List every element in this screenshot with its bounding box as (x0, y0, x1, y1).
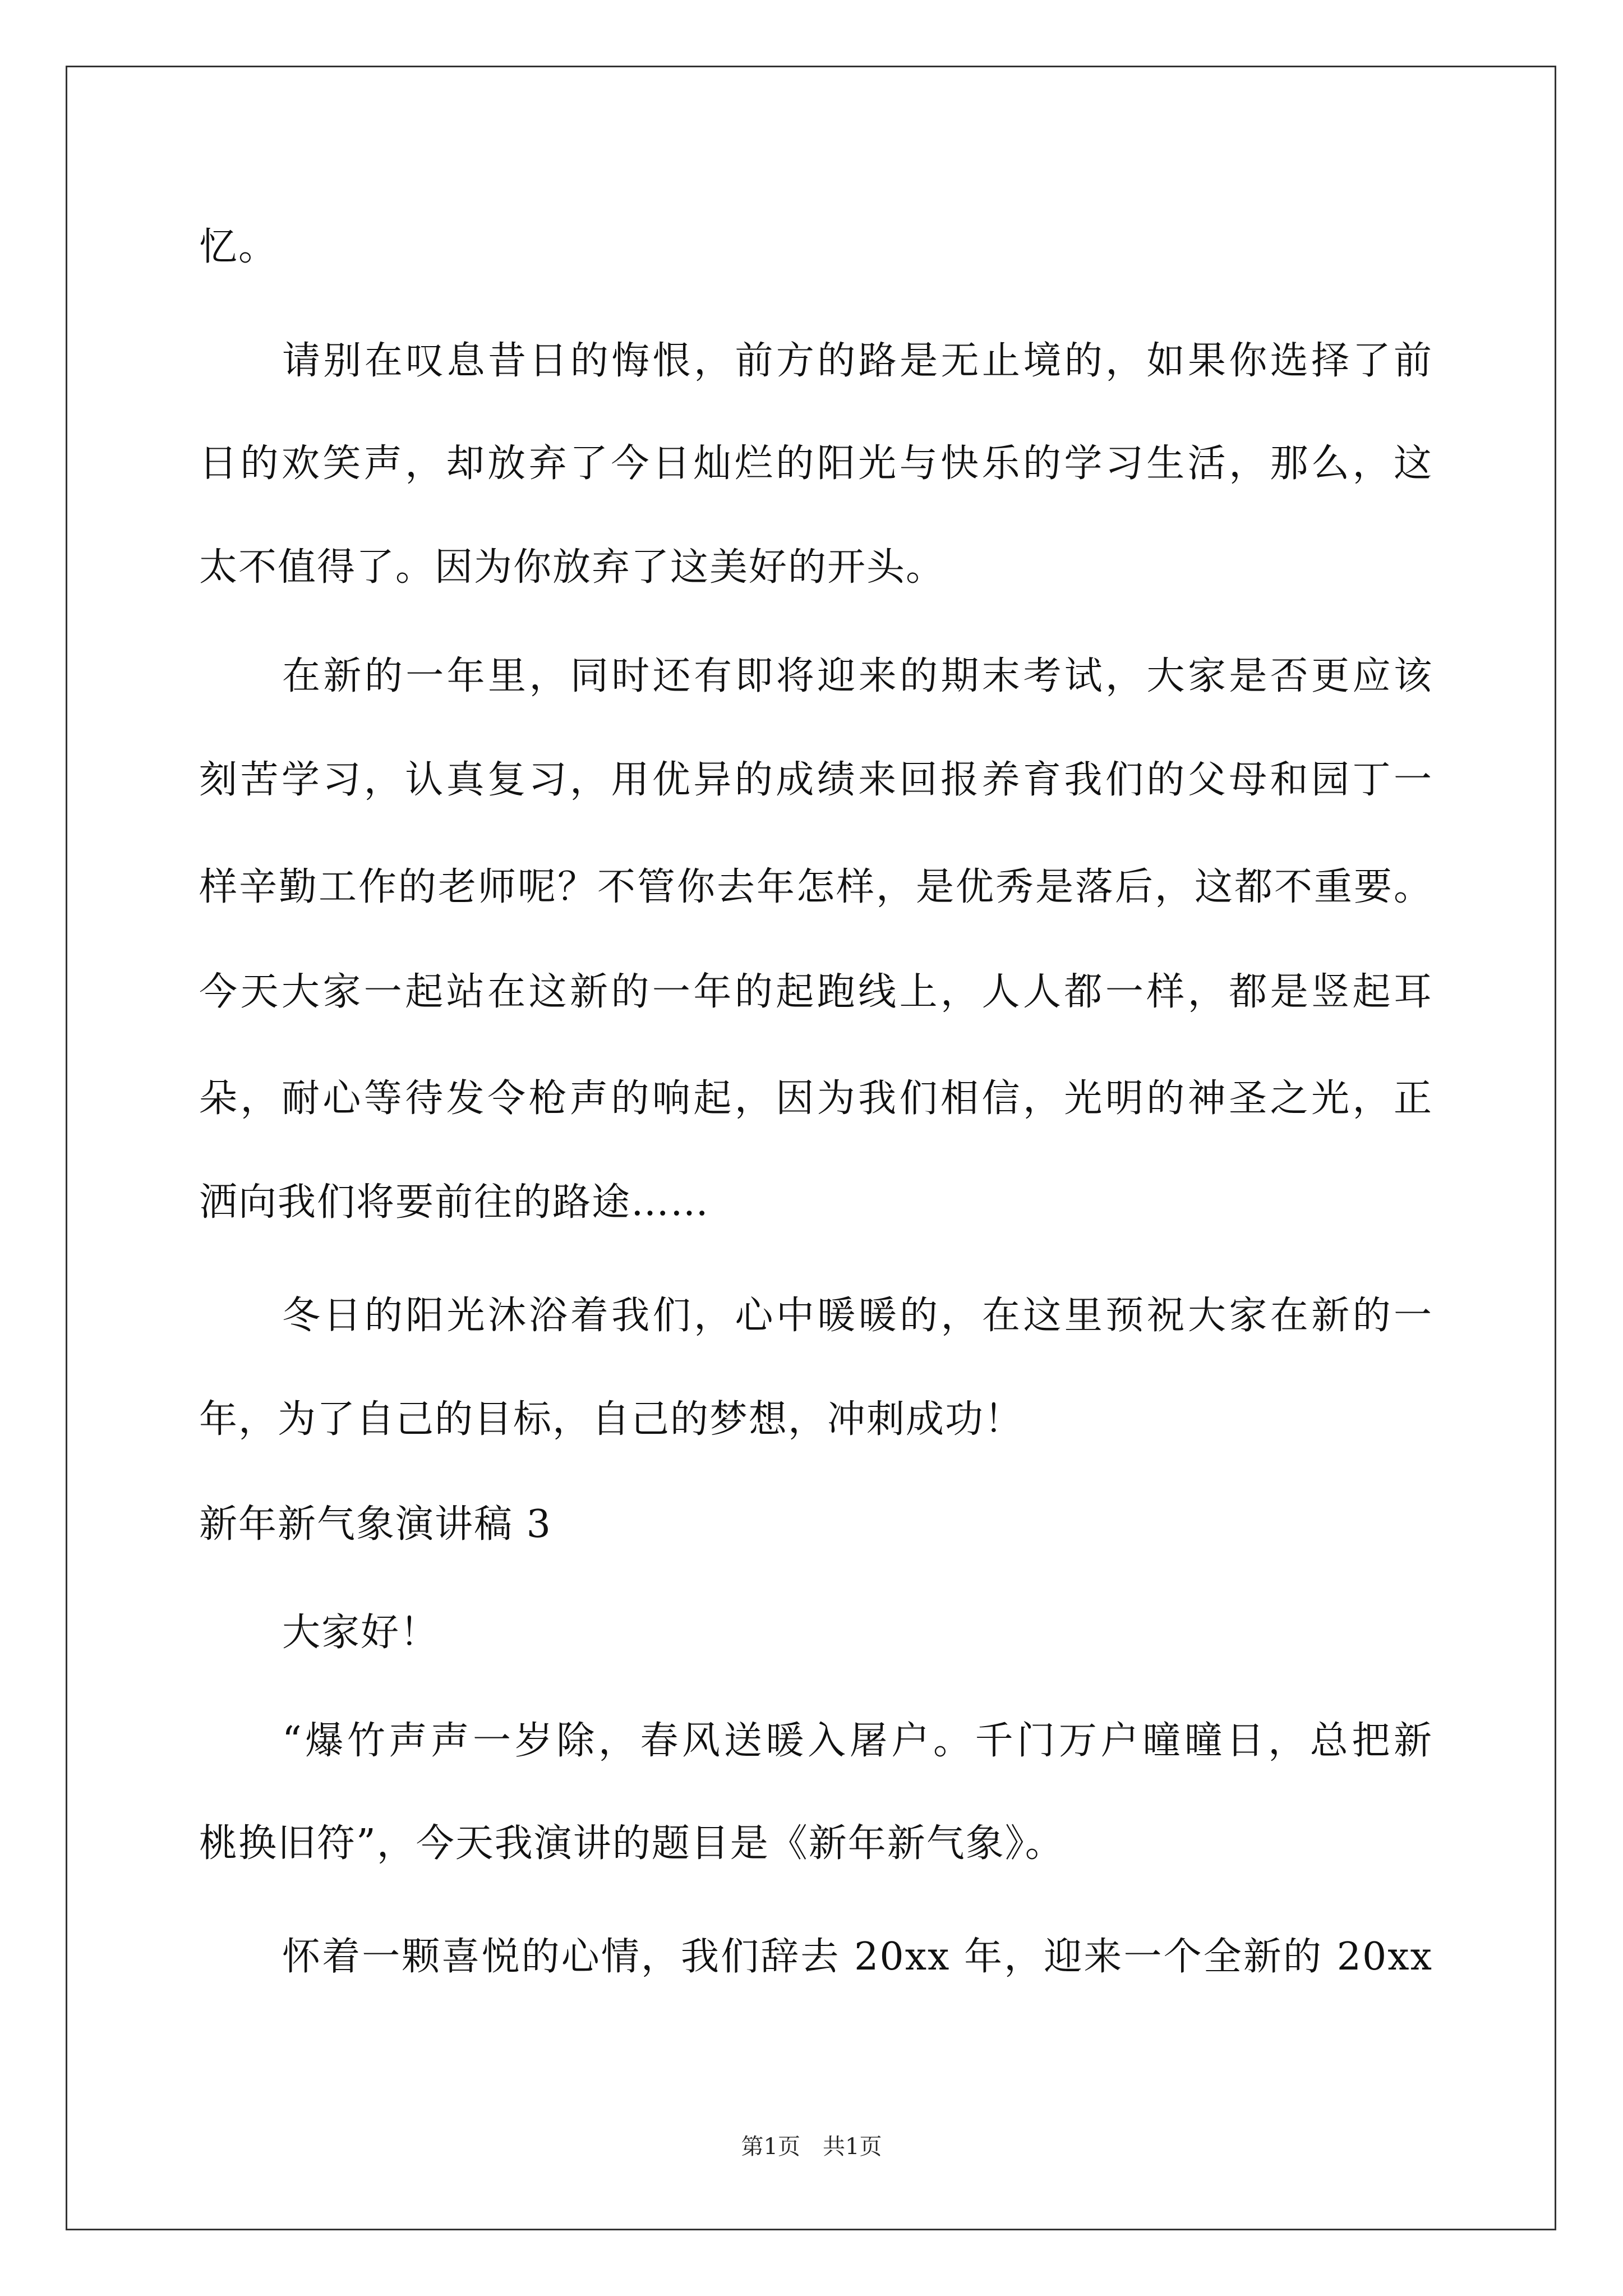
text-line-11: 冬日的阳光沐浴着我们，心中暖暖的，在这里预祝大家在新的一 (282, 1294, 1433, 1338)
text-line-7: 样辛勤工作的老师呢？不管你去年怎样，是优秀是落后，这都不重要。 (199, 865, 1433, 909)
text-line-4: 太不值得了。因为你放弃了这美好的开头。 (199, 545, 946, 590)
section-heading: 新年新气象演讲稿 3 (199, 1502, 552, 1547)
text-line-1: 忆。 (199, 225, 278, 269)
text-line-9: 朵，耐心等待发令枪声的响起，因为我们相信，光明的神圣之光，正 (199, 1076, 1433, 1121)
text-line-8: 今天大家一起站在这新的一年的起跑线上，人人都一样，都是竖起耳 (199, 970, 1433, 1014)
text-line-16: 桃换旧符”，今天我演讲的题目是《新年新气象》。 (199, 1821, 1064, 1866)
text-line-2: 请别在叹息昔日的悔恨，前方的路是无止境的，如果你选择了前 (282, 339, 1433, 383)
text-line-5: 在新的一年里，同时还有即将迎来的期末考试，大家是否更应该 (282, 654, 1433, 698)
text-line-17: 怀着一颗喜悦的心情，我们辞去 20xx 年，迎来一个全新的 20xx (282, 1935, 1433, 1979)
page-number: 第1页 共1页 (741, 2134, 882, 2160)
text-line-10: 洒向我们将要前往的路途…… (199, 1180, 710, 1225)
text-line-3: 日的欢笑声，却放弃了今日灿烂的阳光与快乐的学习生活，那么，这 (199, 441, 1433, 486)
text-line-6: 刻苦学习，认真复习，用优异的成绩来回报养育我们的父母和园丁一 (199, 758, 1433, 802)
text-line-14: 大家好！ (282, 1611, 440, 1655)
page-border (66, 66, 1556, 2230)
text-line-12: 年，为了自己的目标，自己的梦想，冲刺成功！ (199, 1397, 1024, 1442)
text-line-15: “爆竹声声一岁除，春风送暖入屠户。千门万户曈曈日，总把新 (282, 1719, 1433, 1763)
